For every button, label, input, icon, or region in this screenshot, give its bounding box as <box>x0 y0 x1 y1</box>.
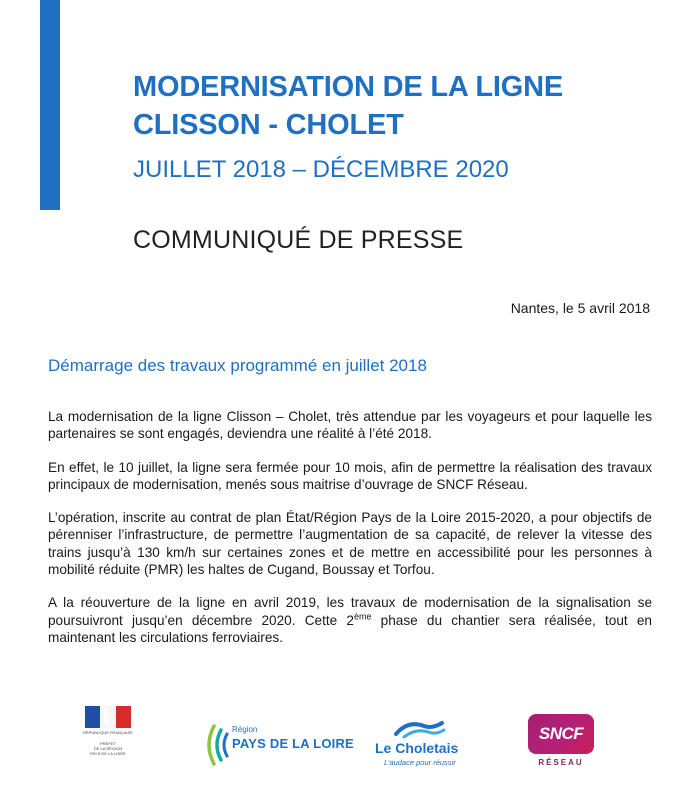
paragraph-1: La modernisation de la ligne Clisson – Cholet, très attendue par les voyageurs et pour laquelle les partenaires se sont engagés, deviendra une réalité à l’été 2018. <box>48 409 652 442</box>
republique-label: RÉPUBLIQUE FRANÇAISE <box>83 730 133 735</box>
paragraph-4-part-2: phase du chantier sera réalisée, tout en maintenant les circulations ferroviaires. <box>48 612 652 645</box>
sncf-reseau-logo <box>528 714 594 776</box>
ordinal-superscript: ème <box>353 611 372 622</box>
paragraph-4-part-1: A la réouverture de la ligne en avril 2019, les travaux de modernisation de la signalisation se poursuivront jusqu’en décembre 2020. Cette 2 <box>48 595 652 628</box>
choletais-slogan: L’audace pour réussir <box>384 758 456 767</box>
dateline: Nantes, le 5 avril 2018 <box>510 300 650 316</box>
le-choletais-logo <box>372 718 468 770</box>
choletais-swirl-icon <box>390 718 450 740</box>
paragraph-4 <box>48 594 652 646</box>
accent-bar <box>40 0 60 210</box>
sncf-reseau-label: RÉSEAU <box>538 758 584 767</box>
project-dates: JUILLET 2018 – DÉCEMBRE 2020 <box>133 156 509 183</box>
document-title <box>133 68 563 144</box>
region-pays-de-la-loire-logo <box>202 722 352 768</box>
choletais-name: Le Choletais <box>375 740 459 756</box>
paragraph-2: En effet, le 10 juillet, la ligne sera fermée pour 10 mois, afin de permettre la réalisation des travaux principaux de modernisation, menés sous maitrise d’ouvrage de SNCF Réseau. <box>48 459 652 492</box>
body-text <box>48 408 652 662</box>
subheading: Démarrage des travaux programmé en juillet 2018 <box>48 356 427 375</box>
paragraph-3: L’opération, inscrite au contrat de plan État/Région Pays de la Loire 2015-2020, a pour objectifs de pérenniser l’infrastructure, de permettre l’augmentation de sa capacité, de relever la vitesse des trains jusqu’à 130 km/h sur certaines zones et de mettre en accessibilité pour les personnes à mobilité réduite (PMR) les haltes de Cugand, Boussay et Torfou. <box>48 510 652 578</box>
prefet-label: PRÉFET <box>100 741 116 746</box>
sncf-wordmark: SNCF <box>538 724 584 743</box>
region-arcs-icon <box>202 722 232 768</box>
region-small-label: Région <box>232 725 258 734</box>
region-label: DE LA RÉGION <box>93 746 123 751</box>
prefecture-logo <box>80 702 136 776</box>
title-line-1: MODERNISATION DE LA LIGNE <box>133 71 564 103</box>
title-line-2: CLISSON - CHOLET <box>133 109 404 141</box>
region-name: PAYS DE LA LOIRE <box>232 736 354 751</box>
marianne-icon <box>98 705 114 727</box>
document-type: COMMUNIQUÉ DE PRESSE <box>133 226 464 254</box>
pays-label: PAYS DE LA LOIRE <box>90 751 126 756</box>
